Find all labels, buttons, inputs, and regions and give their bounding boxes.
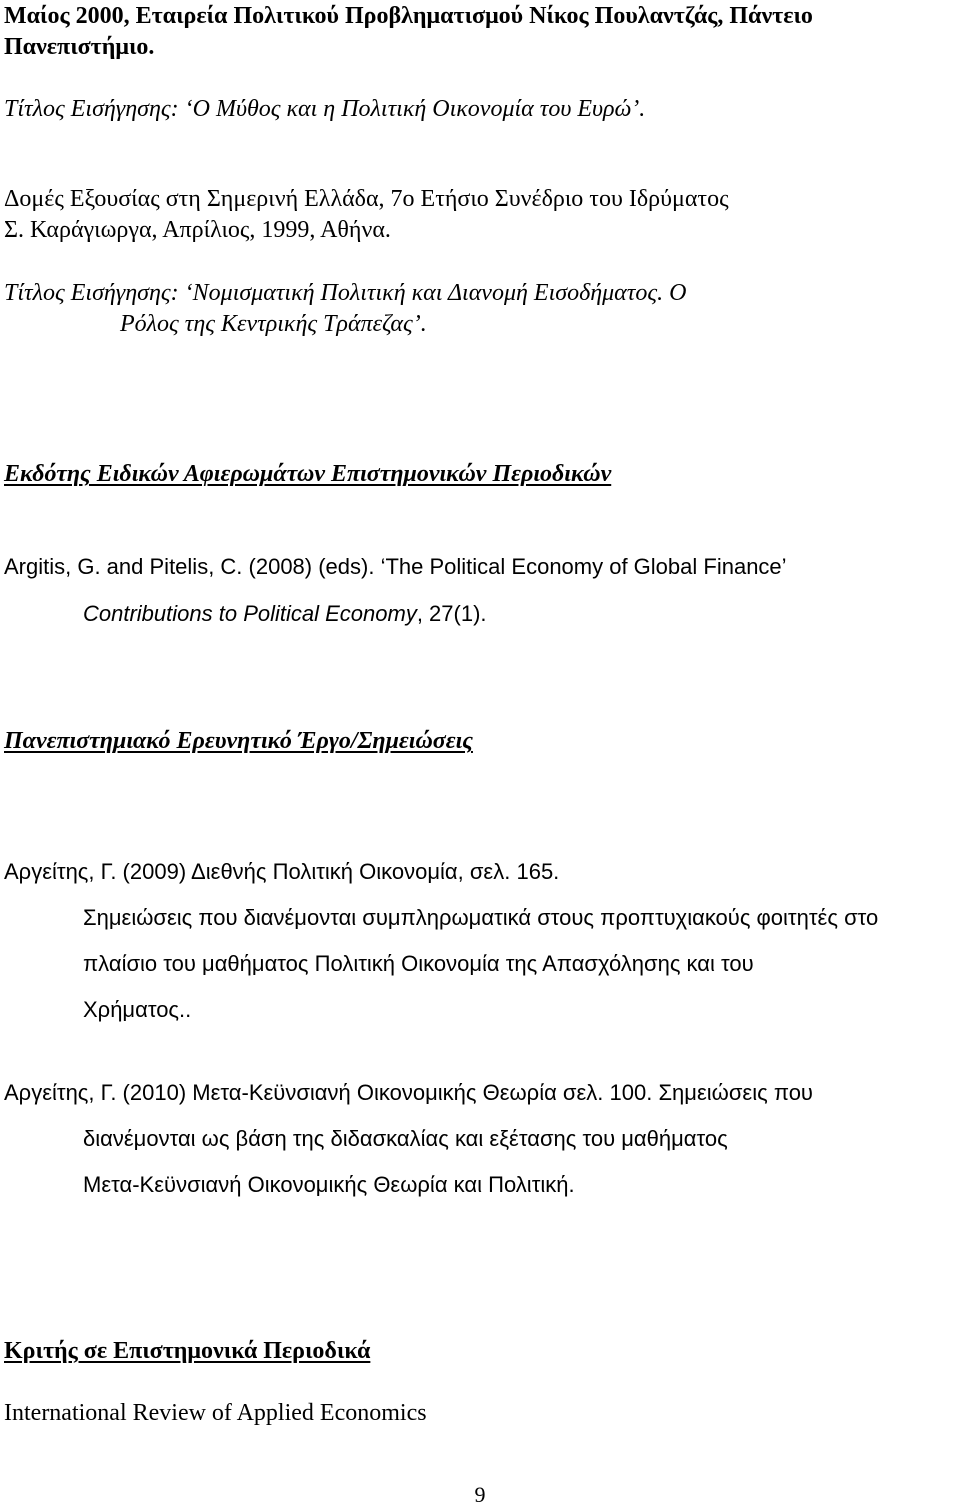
research-entry-line: Μετα-Κεϋνσιανή Οικονομικής Θεωρία και Πολιτική. <box>83 1172 575 1197</box>
journal-name: Contributions to Political Economy <box>83 601 417 626</box>
reviewer-entry: International Review of Applied Economics <box>4 1400 427 1426</box>
section-heading-research: Πανεπιστημιακό Ερευνητικό Έργο/Σημειώσεις <box>4 728 473 754</box>
conference-entry-line: Μαίος 2000, Εταιρεία Πολιτικού Προβληματισμού Νίκος Πουλαντζάς, Πάντειο <box>4 3 813 29</box>
section-heading-editor: Εκδότης Ειδικών Αφιερωμάτων Επιστημονικών Περιοδικών <box>4 461 612 487</box>
research-entry-line: διανέμονται ως βάση της διδασκαλίας και εξέτασης του μαθήματος <box>83 1126 728 1151</box>
research-entry-line: Σημειώσεις που διανέμονται συμπληρωματικά στους προπτυχιακούς φοιτητές στο <box>83 905 879 930</box>
journal-issue: , 27(1). <box>416 601 487 626</box>
page-number: 9 <box>474 1482 486 1507</box>
conference-entry-line: Δομές Εξουσίας στη Σημερινή Ελλάδα, 7ο Ετήσιο Συνέδριο του Ιδρύματος <box>4 186 729 212</box>
research-entry-line: πλαίσιο του μαθήματος Πολιτική Οικονομία της Απασχόλησης και του <box>83 951 754 976</box>
section-heading-reviewer: Κριτής σε Επιστημονικά Περιοδικά <box>4 1338 371 1364</box>
conference-entry-line: Πανεπιστήμιο. <box>4 34 155 60</box>
talk-title: Ρόλος της Κεντρικής Τράπεζας’. <box>120 311 427 337</box>
research-entry-line: Χρήματος.. <box>83 997 192 1022</box>
research-entry-citation: Αργείτης, Γ. (2010) Μετα-Κεϋνσιανή Οικονομικής Θεωρία σελ. 100. Σημειώσεις που <box>4 1080 813 1105</box>
talk-title: Τίτλος Εισήγησης: ‘Ο Μύθος και η Πολιτική Οικονομία του Ευρώ’. <box>4 96 646 122</box>
editor-entry-line <box>83 600 487 628</box>
conference-entry-line: Σ. Καράγιωργα, Απρίλιος, 1999, Αθήνα. <box>4 217 391 243</box>
research-entry-line: Αργείτης, Γ. (2009) Διεθνής Πολιτική Οικονομία, σελ. 165. <box>4 859 560 884</box>
editor-entry-line: Argitis, G. and Pitelis, C. (2008) (eds). ‘The Political Economy of Global Finance’ <box>4 554 787 579</box>
research-entry-line <box>4 1079 813 1107</box>
talk-title: Τίτλος Εισήγησης: ‘Νομισματική Πολιτική και Διανομή Εισοδήματος. Ο <box>4 280 687 306</box>
